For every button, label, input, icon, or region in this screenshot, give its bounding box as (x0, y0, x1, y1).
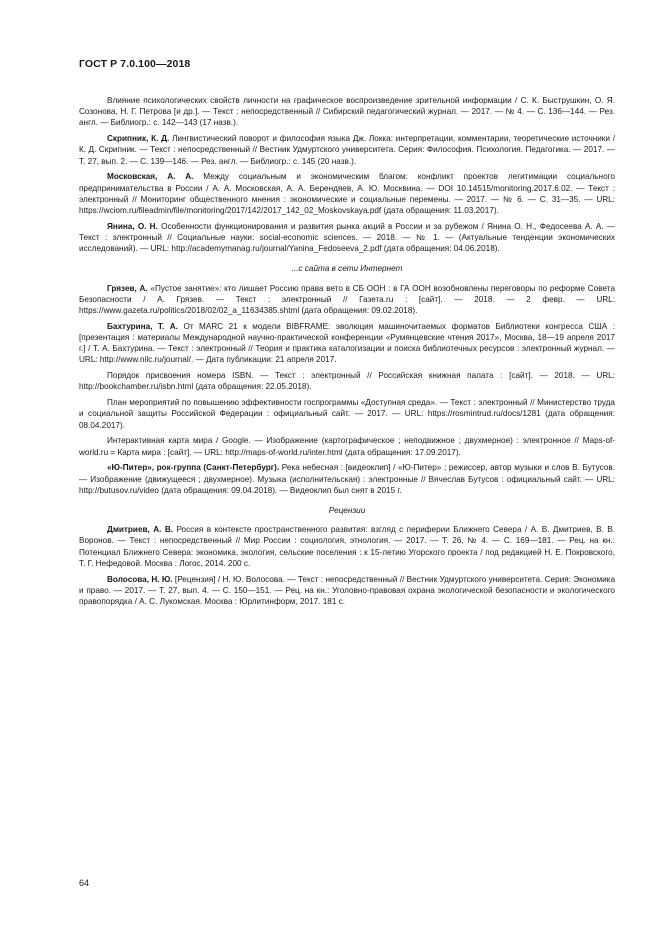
standard-header: ГОСТ Р 7.0.100—2018 (79, 58, 191, 70)
entry-author: Бахтурина, Т. А. (107, 321, 178, 331)
entry-text: План мероприятий по повышению эффективности госпрограммы «Доступная среда». — Текст : электронный // Министерство труда и социальной защиты Российской Федерации : официальный сайт. — 2017. — URL: https://rosmintrud.ru/docs/1281 (дата обращения: 08.04.2017). (79, 398, 615, 430)
bibliography-body (79, 95, 615, 612)
section-heading-internet: ...с сайта в сети Интернет (291, 264, 403, 274)
bibliography-entry (79, 462, 615, 496)
entries-group-internet (79, 283, 615, 496)
entry-author: Дмитриев, А. В. (107, 525, 174, 535)
section-heading-reviews: Рецензии (328, 506, 366, 516)
bibliography-entry (79, 524, 615, 569)
bibliography-entry (79, 397, 615, 431)
bibliography-entry (79, 171, 615, 216)
bibliography-entry (79, 370, 615, 392)
entries-group-print (79, 95, 615, 254)
entry-author: Московская, А. А. (107, 172, 194, 182)
bibliography-entry (79, 95, 615, 129)
bibliography-entry (79, 321, 615, 366)
entry-text: Влияние психологических свойств личности на графическое воспроизведение зрительной информации / С. К. Быструшкин, О. Я. Созонова, Н. Г. Петрова [и др.]. — Текст : непосредственный // Сибирский педагогический журнал. — 2017. — № 4. — С. 136—144. — Рез. англ. — Библиогр.: с. 142—143 (17 назв.). (79, 96, 615, 128)
entry-text: Река небесная : [видеоклип] / «Ю-Питер» ; режиссер, автор музыки и слов В. Бутусов. — Изображение (движущееся ; двухмерное). Музыка (исполнительская) : электронные // Вячеслав Бутусов : официальный сайт. — URL: http://butusov.ru/video (дата обращения: 09.04.2018). — Видеоклип был снят в 2015 г. (79, 463, 615, 495)
entry-text: От MARC 21 к модели BIBFRAME: эволюция машиночитаемых форматов Библиотеки конгресса США : [презентация : материалы Международной научно-практической конференции «Румянцевские чтения 2017», Москва, 18—19 апреля 2017 г.] / Т. А. Бахтурина. — Текст : электронный // Теория и практика каталогизации и поиска библиотечных ресурсов : электронный журнал. — URL: http://www.nilc.ru/journal/. — Дата публикации: 21 апреля 2017. (79, 321, 615, 365)
entry-text: Между социальным и экономическим благом: конфликт проектов легитимации социального предпринимательства в России / А. А. Московская, А. А. Берендяев, А. Ю. Москвина. — DOI 10.14515/monitoring.2017.6.02. — Текст : электронный // Мониторинг общественного мнения : экономические и социальные перемены. — 2017. — № 6. — С. 31—35. — URL: https://wciom.ru/fileadmin/file/monitoring/2017/142/2017_142_02_Moskovskaya.pdf (дата обращения: 11.03.2017). (79, 172, 615, 216)
entry-author: Волосова, Н. Ю. (107, 574, 173, 584)
entry-author: «Ю-Питер», рок-группа (Санкт-Петербург). (107, 463, 280, 473)
bibliography-entry (79, 133, 615, 167)
bibliography-entry (79, 283, 615, 317)
bibliography-entry (79, 435, 615, 457)
entry-author: Янина, О. Н. (107, 221, 158, 231)
entry-text: «Пустое занятие»: кто лишает Россию права вето в СБ ООН : в ГА ООН возобновлены переговоры по реформе Совета Безопасности / А. Грязев. — Текст : электронный // Газета.ru : [сайт]. — 2018. — 2 февр. — URL: https://www.gazeta.ru/politics/2018/02/02_a_11634385.shtml (дата обращения: 09.02.2018). (79, 283, 615, 316)
entry-text: Россия в контексте пространственного развития: взгляд с периферии Ближнего Севера / А. В. Дмитриев, В. В. Воронов. — Текст : непосредственный // Мир России : социология, этнология. — 2017. — Т. 26, № 4. — С. 169—181. — Рец. на кн.: Потенциал Ближнего Севера: экономика, экология, сельские поселения : к 15-летию Угорского проекта / под редакцией Н. Е. Покровского, Т. Г. Нефедовой. Москва : Логос, 2014. 200 с. (79, 525, 615, 568)
entry-text: Интерактивная карта мира / Google. — Изображение (картографическое ; неподвижное ; двухмерное) : электронное // Maps-of-world.ru = Карта мира : [сайт]. — URL: http://maps-of-world.ru/inter.html (дата обращения: 17.09.2017). (79, 436, 615, 457)
page-number: 64 (79, 878, 90, 888)
entry-text: Порядок присвоения номера ISBN. — Текст : электронный // Российская книжная палата : [сайт]. — 2018. — URL: http://bookchamber.ru/isbn.html (дата обращения: 22.05.2018). (79, 371, 615, 392)
entry-author: Скрипник, К. Д. (107, 134, 170, 144)
bibliography-entry (79, 574, 615, 608)
entry-text: [Рецензия] / Н. Ю. Волосова. — Текст : непосредственный // Вестник Удмуртского университета. Серия: Экономика и право. — 2017. — Т. 27, вып. 4. — С. 150—151. — Рец. на кн.: Уголовно-правовая охрана экологической безопасности и экологического правопорядка / А. С. Лукомская. Москва : Юрлитинформ, 2017. 181 с. (79, 574, 615, 607)
entry-author: Грязев, А. (107, 283, 148, 293)
entry-text: Лингвистический поворот и философия языка Дж. Локка: интерпретации, комментарии, теоретические источники / К. Д. Скрипник. — Текст : непосредственный // Вестник Удмуртского университета. Серия: Философия. Психология. Педагогика. — 2017. — Т. 27, вып. 2. — С. 139—146. — Рез. англ. — Библиогр.: с. 145 (20 назв.). (79, 134, 615, 166)
entry-text: Особенности функционирования и развития рынка акций в России и за рубежом / Янина О. Н., Федосеева А. А. — Текст : электронный // Социальные науки: social-economic sciences. — 2018. — № 1. — (Актуальные тенденции экономических исследований). — URL: http://academymanag.ru/journal/Yanina_Fedoseeva_2.pdf (дата обращения: 04.06.2018). (79, 221, 615, 254)
entries-group-reviews (79, 524, 615, 607)
bibliography-entry (79, 221, 615, 255)
